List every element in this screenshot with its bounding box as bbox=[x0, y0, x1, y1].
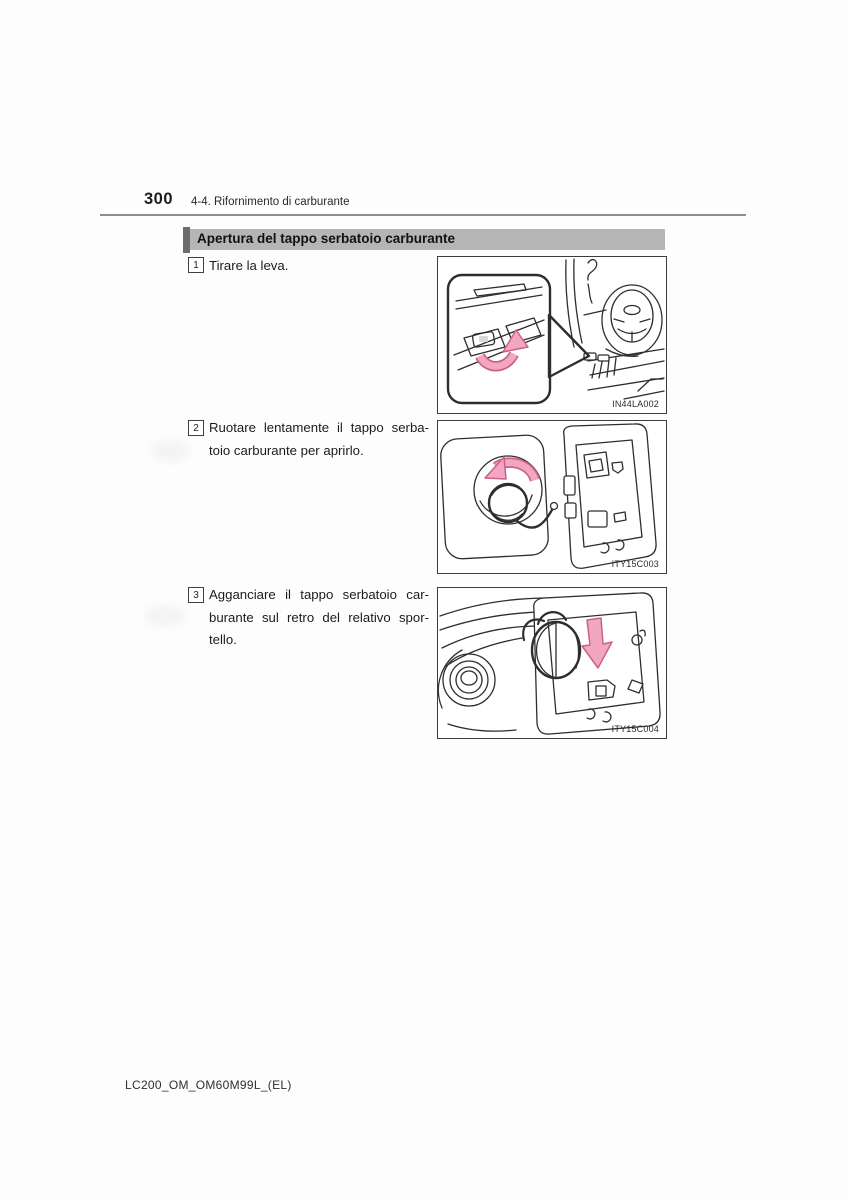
figure-code: ITY15C004 bbox=[611, 724, 659, 734]
chapter-breadcrumb: 4-4. Rifornimento di carburante bbox=[191, 196, 350, 208]
fuel-door-line-art bbox=[564, 424, 656, 568]
fuel-cap-hang-illustration bbox=[438, 588, 666, 738]
housing-line-art bbox=[440, 434, 558, 559]
step-3-number bbox=[188, 587, 204, 603]
header-rule bbox=[100, 214, 746, 216]
step-1-number bbox=[188, 257, 204, 273]
text-line: Agganciare il tappo serbatoio car- bbox=[209, 587, 429, 602]
document-code: LC200_OM_OM60M99L_(EL) bbox=[125, 1078, 292, 1092]
step-2-text bbox=[209, 417, 429, 462]
step-number-label: 1 bbox=[193, 259, 199, 271]
figure-fuel-lid-release-lever bbox=[437, 256, 667, 414]
step-3-text bbox=[209, 584, 429, 652]
dashboard-lever-illustration bbox=[438, 257, 666, 413]
callout-pointer bbox=[549, 315, 589, 377]
fuel-pump-glyph bbox=[479, 336, 488, 342]
scan-noise bbox=[145, 605, 185, 627]
step-number-label: 2 bbox=[193, 422, 199, 434]
text-line: tello. bbox=[209, 632, 237, 647]
page-number: 300 bbox=[144, 190, 174, 208]
text-line: toio carburante per aprirlo. bbox=[209, 442, 364, 458]
text-line: burante sul retro del relativo spor- bbox=[209, 609, 429, 625]
callout-dashboard-lines bbox=[454, 284, 544, 370]
cabin-line-art bbox=[566, 259, 664, 399]
figure-hang-fuel-cap bbox=[437, 587, 667, 739]
figure-code: IN44LA002 bbox=[612, 399, 659, 409]
figure-open-fuel-cap bbox=[437, 420, 667, 574]
text-line: Tirare la leva. bbox=[209, 258, 289, 273]
scan-noise bbox=[150, 440, 190, 462]
step-number-label: 3 bbox=[193, 589, 199, 601]
figure-code: ITY15C003 bbox=[611, 559, 659, 569]
step-1-text bbox=[209, 255, 429, 278]
text-line: Ruotare lentamente il tappo serba- bbox=[209, 420, 429, 435]
step-2-number bbox=[188, 420, 204, 436]
section-title: Apertura del tappo serbatoio carburante bbox=[197, 231, 456, 246]
fuel-cap-rotate-illustration bbox=[438, 421, 666, 573]
section-title-accent bbox=[183, 227, 190, 253]
